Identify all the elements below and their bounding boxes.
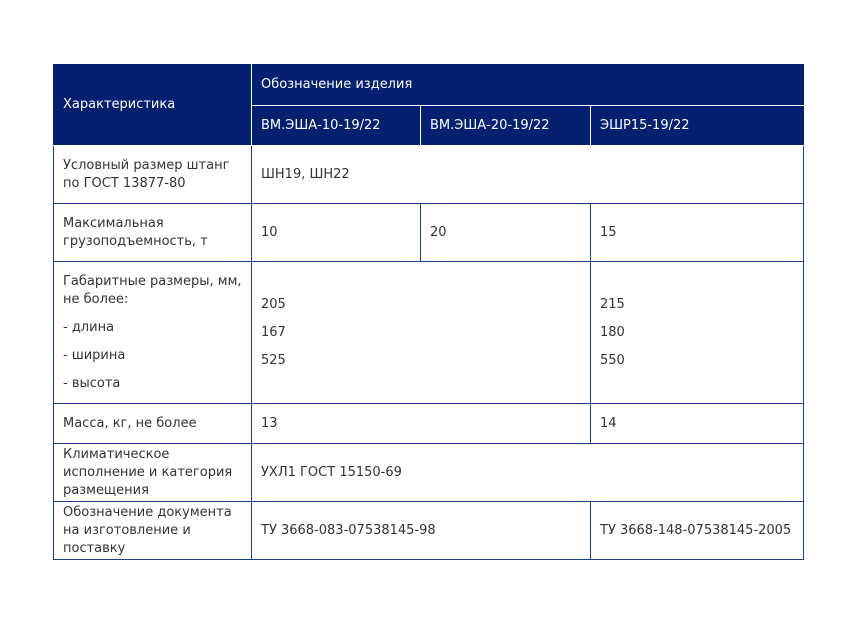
table-row [54,204,804,262]
climate-value: УХЛ1 ГОСТ 15150-69 [252,444,804,502]
dimensions-length-a: 205 [261,297,286,312]
dimensions-label: Габаритные размеры, мм, не более: [63,273,242,307]
table-row [54,502,804,560]
rod-size-value: ШН19, ШН22 [252,146,804,204]
table-header [54,65,804,146]
dimensions-values-a [252,262,591,404]
rod-size-label: Условный размер штанг по ГОСТ 13877-80 [54,146,252,204]
dimensions-height-a: 525 [261,353,286,368]
header-product-1: ВМ.ЭША-10-19/22 [252,106,421,146]
header-characteristic: Характеристика [54,65,252,146]
dimensions-height-b: 550 [600,353,625,368]
header-product-2: ВМ.ЭША-20-19/22 [421,106,591,146]
dimensions-width-b: 180 [600,325,625,340]
dimensions-width-label: - ширина [63,347,126,363]
dimensions-values-b [591,262,804,404]
dimensions-height-label: - высота [63,375,121,391]
capacity-label: Максимальная грузоподъемность, т [54,204,252,262]
capacity-value-1: 10 [252,204,421,262]
document-value-2: ТУ 3668-148-07538145-2005 [591,502,804,560]
table-row [54,146,804,204]
mass-label: Масса, кг, не более [54,404,252,444]
spec-table [53,64,804,560]
mass-value-2: 14 [591,404,804,444]
mass-value-1: 13 [252,404,591,444]
dimensions-length-b: 215 [600,297,625,312]
dimensions-width-a: 167 [261,325,286,340]
dimensions-length-label: - длина [63,319,115,335]
document-label: Обозначение документа на изготовление и поставку [54,502,252,560]
table-row [54,444,804,502]
capacity-value-3: 15 [591,204,804,262]
header-product-3: ЭШР15-19/22 [591,106,804,146]
document-value-1: ТУ 3668-083-07538145-98 [252,502,591,560]
climate-label: Климатическое исполнение и категория размещения [54,444,252,502]
header-designation: Обозначение изделия [252,65,804,106]
table-row [54,404,804,444]
dimensions-label-cell [54,262,252,404]
table-row [54,262,804,404]
capacity-value-2: 20 [421,204,591,262]
